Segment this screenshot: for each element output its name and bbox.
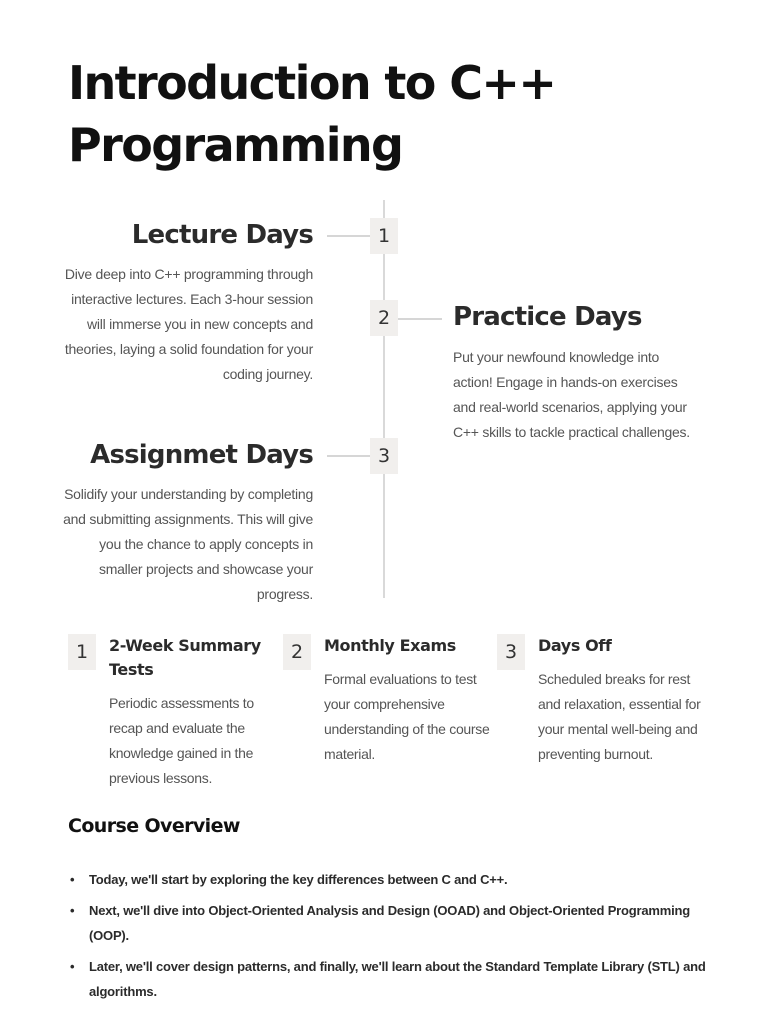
page-title: Introduction to C++ Programming <box>68 56 556 172</box>
timeline-step-1-heading: Lecture Days <box>131 220 313 250</box>
timeline-step-3-text: Solidify your understanding by completing and submitting assignments. This will give you the chance to apply concepts in smaller projects and showcase your progress. <box>63 486 313 602</box>
feature-1-text: Periodic assessments to recap and evaluate the knowledge gained in the previous lessons. <box>109 695 254 786</box>
timeline-step-1-text: Dive deep into C++ programming through interactive lectures. Each 3-hour session will immerse you in new concepts and theories, laying a solid foundation for your coding journey. <box>64 266 313 382</box>
timeline-connector-3 <box>327 455 371 457</box>
timeline-line <box>383 200 385 598</box>
list-item <box>68 867 708 892</box>
timeline-step-3-number: 3 <box>370 438 398 474</box>
bullet-icon: • <box>70 872 75 887</box>
course-overview-list <box>68 867 708 1010</box>
timeline-step-2-number: 2 <box>370 300 398 336</box>
list-item-text: Later, we'll cover design patterns, and finally, we'll learn about the Standard Template Library (STL) and algorithms. <box>89 959 706 999</box>
timeline-step-2-text: Put your newfound knowledge into action! Engage in hands-on exercises and real-world scenarios, applying your C++ skills to tackle practical challenges. <box>453 349 690 440</box>
list-item <box>68 954 708 1004</box>
list-item-text: Today, we'll start by exploring the key differences between C and C++. <box>89 872 508 887</box>
timeline-step-3-heading: Assignmet Days <box>90 440 313 470</box>
timeline-step-2-heading: Practice Days <box>453 302 642 332</box>
feature-1-title: 2-Week Summary Tests <box>109 636 261 679</box>
feature-3-text: Scheduled breaks for rest and relaxation, essential for your mental well-being and preventing burnout. <box>538 671 701 762</box>
feature-2-number: 2 <box>283 634 311 670</box>
feature-3-title: Days Off <box>538 636 612 655</box>
feature-1-number: 1 <box>68 634 96 670</box>
timeline-connector-2 <box>398 318 442 320</box>
bullet-icon: • <box>70 903 75 918</box>
feature-2-text: Formal evaluations to test your comprehensive understanding of the course material. <box>324 671 490 762</box>
bullet-icon: • <box>70 959 75 974</box>
timeline-connector-1 <box>327 235 371 237</box>
course-overview-heading: Course Overview <box>68 815 240 837</box>
timeline-step-1-number: 1 <box>370 218 398 254</box>
feature-3-number: 3 <box>497 634 525 670</box>
list-item <box>68 898 708 948</box>
feature-2-title: Monthly Exams <box>324 636 456 655</box>
list-item-text: Next, we'll dive into Object-Oriented Analysis and Design (OOAD) and Object-Oriented Programming (OOP). <box>89 903 691 943</box>
